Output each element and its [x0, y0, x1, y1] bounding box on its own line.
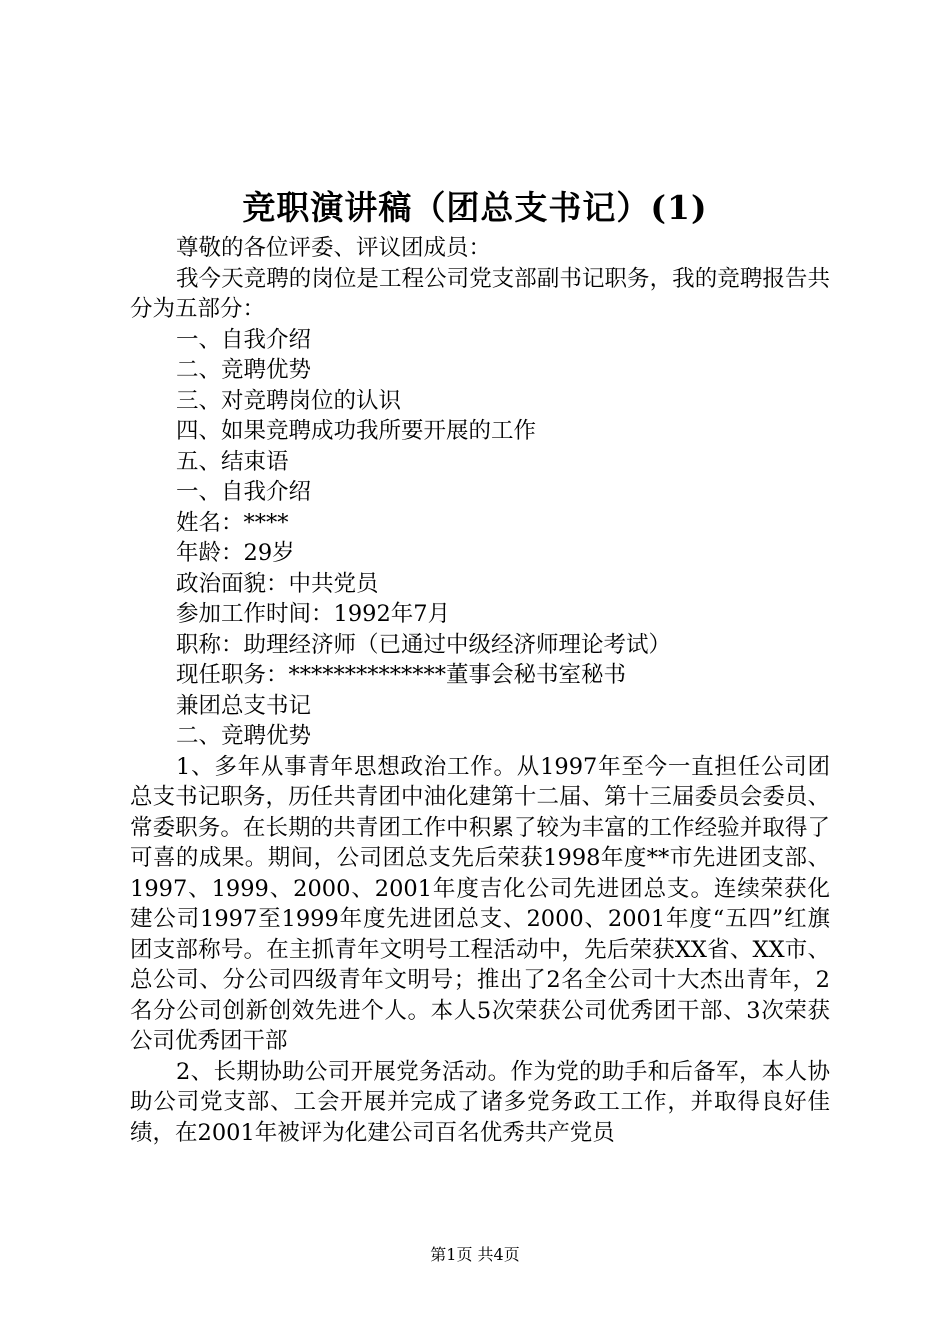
- page-footer: 第1页 共4页: [430, 1245, 520, 1264]
- section-heading: 一、自我介绍: [176, 479, 312, 505]
- document-body: [130, 233, 830, 1148]
- paragraph: 尊敬的各位评委、评议团成员：: [176, 235, 492, 261]
- info-line: 姓名：****: [176, 509, 289, 536]
- info-line: 兼团总支书记: [176, 692, 312, 719]
- page-title: 竞职演讲稿（团总支书记）(1): [242, 188, 708, 227]
- info-line: 现任职务：**************董事会秘书室秘书: [176, 662, 627, 688]
- paragraph: 2、长期协助公司开展党务活动。作为党的助手和后备军，本人协助公司党支部、工会开展并完成了诸多党务政工工作，并取得良好佳绩，在2001年被评为化建公司百名优秀共产党员: [130, 1058, 830, 1146]
- info-line: 年龄：29岁: [176, 540, 295, 566]
- section-heading: 二、竞聘优势: [176, 723, 312, 749]
- list-item: 四、如果竞聘成功我所要开展的工作: [176, 418, 537, 444]
- info-line: 政治面貌：中共党员: [176, 570, 379, 597]
- paragraph: 1、多年从事青年思想政治工作。从1997年至今一直担任公司团总支书记职务，历任共青团中油化建第十二届、第十三届委员会委员、常委职务。在长期的共青团工作中积累了较为丰富的工作经验并取得了可喜的成果。期间，公司团总支先后荣获1998年度**市先进团支部、1997、1999、2000、2001年度吉化公司先进团总支。连续荣获化建公司1997至1999年度先进团总支、2000、2001年度“五四”红旗团支部称号。在主抓青年文明号工程活动中，先后荣获XX省、XX市、总公司、分公司四级青年文明号；推出了2名全公司十大杰出青年，2名分公司创新创效先进个人。本人5次荣获公司优秀团干部、3次荣获公司优秀团干部: [130, 753, 830, 1054]
- list-item: 三、对竞聘岗位的认识: [176, 387, 402, 414]
- info-line: 参加工作时间：1992年7月: [176, 601, 451, 627]
- list-item: 二、竞聘优势: [176, 357, 312, 383]
- list-item: 五、结束语: [176, 448, 289, 475]
- paragraph: 我今天竞聘的岗位是工程公司党支部副书记职务，我的竞聘报告共分为五部分：: [130, 265, 830, 322]
- list-item: 一、自我介绍: [176, 326, 312, 353]
- info-line: 职称：助理经济师（已通过中级经济师理论考试）: [176, 631, 672, 658]
